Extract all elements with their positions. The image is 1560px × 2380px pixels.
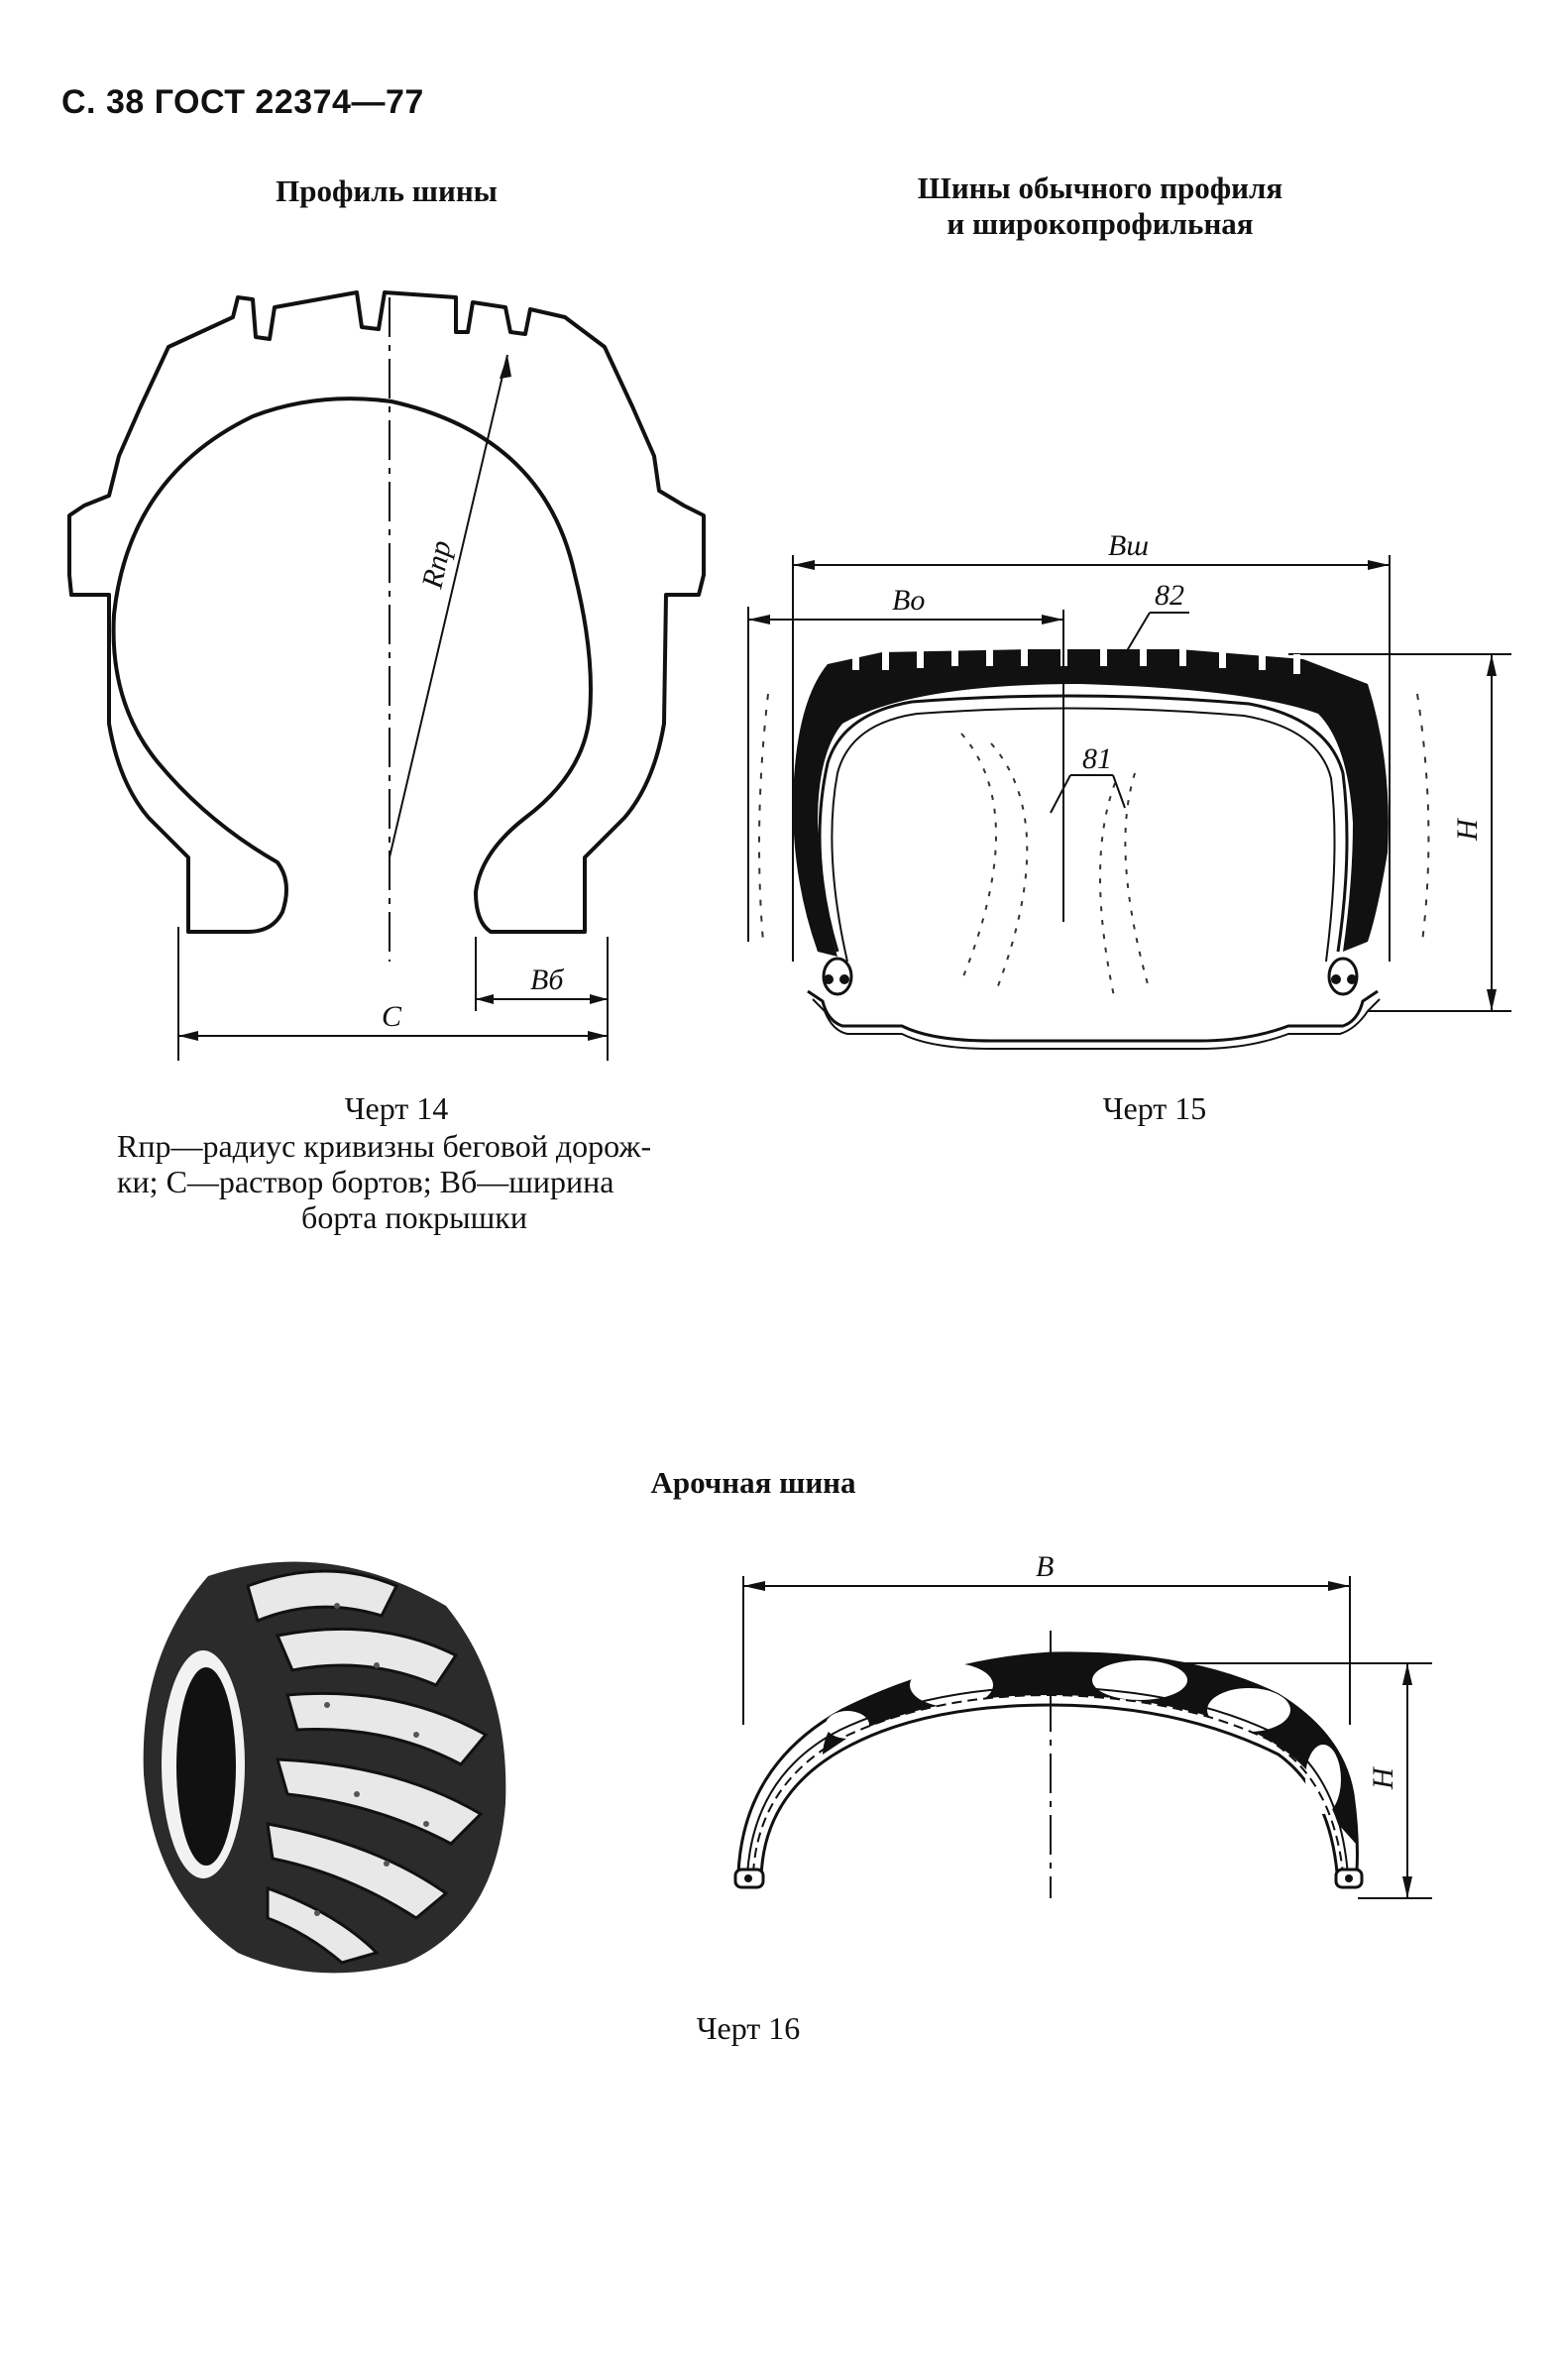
page-header: С. 38 ГОСТ 22374—77 bbox=[61, 83, 424, 121]
fig14-caption: Черт 14 bbox=[344, 1090, 449, 1126]
fig15-title-line1: Шины обычного профиля bbox=[917, 170, 1283, 205]
fig15-tire-section-drawing bbox=[733, 525, 1526, 1061]
fig16-caption: Черт 16 bbox=[696, 2010, 801, 2046]
fig15-title-line2: и широкопрофильная bbox=[947, 206, 1254, 241]
fig16-arch-tire-section-drawing bbox=[724, 1546, 1467, 1923]
fig15-label-h: H bbox=[1451, 819, 1484, 841]
fig16-arch-tire-illustration bbox=[129, 1546, 525, 1983]
fig14-tire-profile-drawing bbox=[59, 278, 733, 1061]
fig15-label-82: 82 bbox=[1155, 579, 1184, 612]
fig15-label-bo: Во bbox=[892, 584, 926, 617]
fig14-legend-line1: Rпр—радиус кривизны беговой дорож- bbox=[117, 1128, 652, 1164]
fig15-label-bsh: Вш bbox=[1108, 529, 1149, 562]
fig16-label-h: H bbox=[1367, 1767, 1399, 1789]
fig14-legend-line3: борта покрышки bbox=[301, 1199, 527, 1235]
fig15-label-81: 81 bbox=[1082, 742, 1112, 775]
fig16-title: Арочная шина bbox=[650, 1465, 856, 1500]
fig14-legend bbox=[117, 1128, 712, 1235]
fig14-label-r: Rпр bbox=[415, 537, 458, 592]
fig14-label-b: Вб bbox=[530, 963, 564, 996]
fig14-title: Профиль шины bbox=[276, 173, 498, 208]
fig14-legend-line2: ки; С—раствор бортов; Bб—ширина bbox=[117, 1164, 614, 1199]
fig14-label-c: С bbox=[382, 1000, 402, 1033]
fig15-caption: Черт 15 bbox=[1102, 1090, 1207, 1126]
fig16-label-b: В bbox=[1036, 1550, 1055, 1583]
fig15-title bbox=[852, 170, 1348, 242]
